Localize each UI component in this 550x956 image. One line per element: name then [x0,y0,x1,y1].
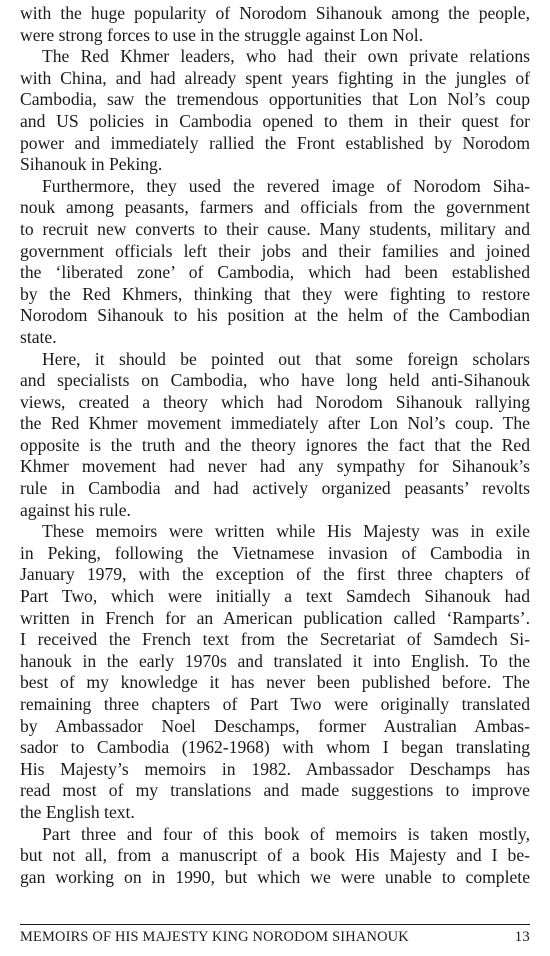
text-line: the Red Khmer movement immediately after Lon Nol’s coup. The [20,413,530,434]
text-line: Sihanouk in Peking. [20,154,163,175]
text-line: with China, and had already spent years fighting in the jungles of [20,67,530,88]
text-line: state. [20,326,57,347]
book-page-body [20,3,530,903]
text-line: Cambodia, saw the tremendous opportunities that Lon Nol’s coup [20,89,530,110]
page-number: 13 [514,929,530,945]
text-line: Khmer movement had never had any sympathy for Sihanouk’s [20,456,530,477]
running-footer [20,924,530,947]
text-line: and US policies in Cambodia opened to them in their quest for [20,110,530,131]
text-line: the ‘liberated zone’ of Cambodia, which had been established [20,262,530,283]
footer-book-title: MEMOIRS OF HIS MAJESTY KING NORODOM SIHANOUK [20,929,409,945]
text-line: views, created a theory which had Norodom Sihanouk rallying [20,391,530,412]
paragraph-first-line: These memoirs were written while His Majesty was in exile [42,521,530,542]
paragraph-first-line: The Red Khmer leaders, who had their own private relations [42,46,530,67]
text-line: Part Two, which were initially a text Samdech Sihanouk had [20,586,530,607]
text-line: were strong forces to use in the struggle against Lon Nol. [20,24,424,45]
paragraph-first-line: Part three and four of this book of memoirs is taken mostly, [42,823,530,844]
text-line: remaining three chapters of Part Two were originally translated [20,694,530,714]
text-line: gan working on in 1990, but which we were unable to complete [20,866,530,887]
text-line: to recruit new converts to their cause. Many students, military and [20,218,530,239]
text-line: but not all, from a manuscript of a book His Majesty and I be- [20,845,530,866]
text-line: against his rule. [20,499,131,520]
text-line: opposite is the truth and the theory ignores the fact that the Red [20,434,530,455]
text-line: hanouk in the early 1970s and translated it into English. To the [20,650,530,671]
text-line: by the Red Khmers, thinking that they were fighting to restore [20,283,530,304]
text-line: I received the French text from the Secretariat of Samdech Si- [20,629,530,650]
paragraph-first-line: Here, it should be pointed out that some foreign scholars [42,348,530,369]
text-line: written in French for an American publication called ‘Ramparts’. [20,607,530,628]
text-line: nouk among peasants, farmers and officials from the government [20,197,530,218]
text-line: the English text. [20,801,135,822]
text-line: rule in Cambodia and had actively organized peasants’ revolts [20,478,530,499]
text-line: Norodom Sihanouk to his position at the helm of the Cambodian [20,305,530,326]
text-line: by Ambassador Noel Deschamps, former Australian Ambas- [20,715,530,736]
text-line: best of my knowledge it has never been published before. The [20,672,530,693]
text-line: with the huge popularity of Norodom Sihanouk among the people, [20,3,530,23]
text-line: power and immediately rallied the Front established by Norodom [20,132,530,153]
text-line: January 1979, with the exception of the first three chapters of [20,564,530,585]
text-line: His Majesty’s memoirs in 1982. Ambassador Deschamps has [20,758,530,779]
text-line: sador to Cambodia (1962-1968) with whom I began translating [20,737,530,758]
text-line: in Peking, following the Vietnamese invasion of Cambodia in [20,542,530,563]
text-line: and specialists on Cambodia, who have long held anti-Sihanouk [20,370,530,391]
paragraph-first-line: Furthermore, they used the revered image of Norodom Siha- [42,175,530,196]
text-line: government officials left their jobs and their families and joined [20,240,530,261]
text-line: read most of my translations and made suggestions to improve [20,780,530,801]
